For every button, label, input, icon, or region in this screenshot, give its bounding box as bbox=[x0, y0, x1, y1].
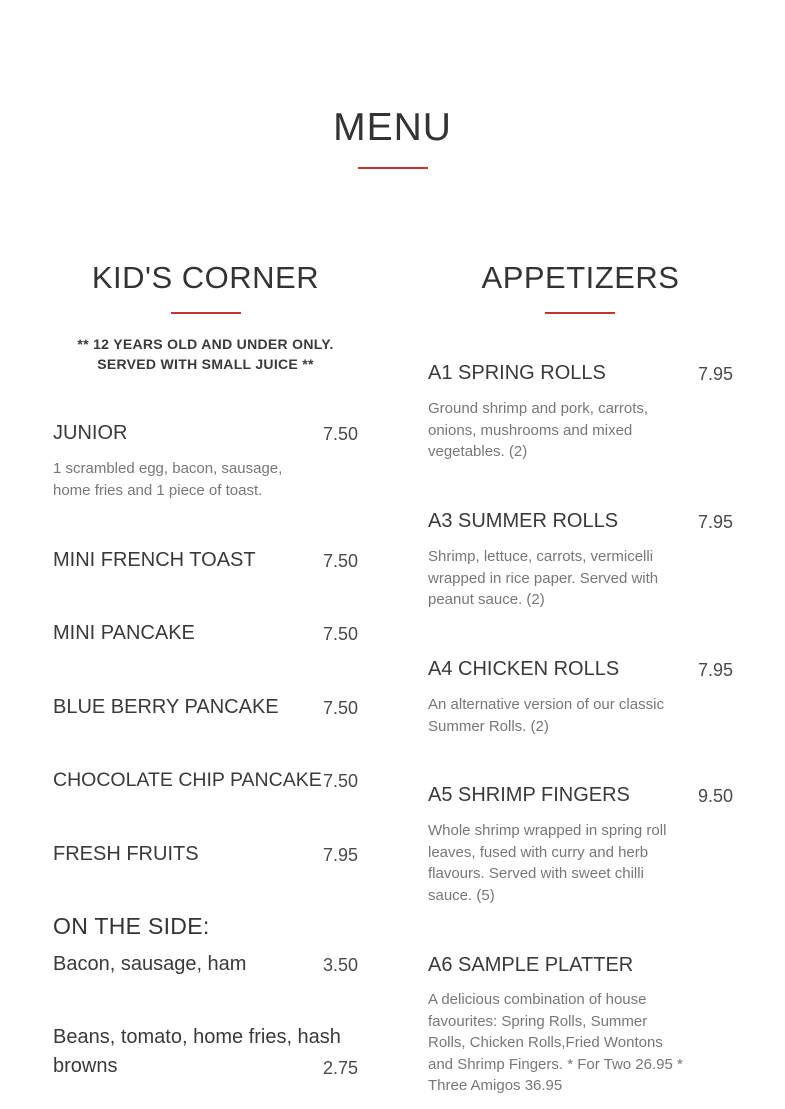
item-price: 7.50 bbox=[322, 771, 358, 791]
kids-note-line-2: SERVED WITH SMALL JUICE ** bbox=[97, 356, 314, 372]
item-name: MINI FRENCH TOAST bbox=[53, 549, 256, 571]
item-price: 7.50 bbox=[322, 624, 358, 644]
on-the-side-heading: ON THE SIDE: bbox=[53, 913, 210, 939]
side-item-price: 2.75 bbox=[322, 1058, 358, 1078]
side-item-name-line-1: Beans, tomato, home fries, hash bbox=[53, 1026, 341, 1048]
side-item-price: 3.50 bbox=[322, 955, 358, 975]
item-name: A5 SHRIMP FINGERS bbox=[428, 784, 630, 806]
appetizers-section-title: APPETIZERS bbox=[481, 260, 680, 295]
item-price: 7.95 bbox=[697, 660, 733, 680]
item-price: 7.50 bbox=[322, 698, 358, 718]
item-name: A1 SPRING ROLLS bbox=[428, 362, 606, 384]
item-name: A3 SUMMER ROLLS bbox=[428, 510, 619, 532]
side-item-name-line-2: browns bbox=[53, 1055, 118, 1077]
page-title: MENU bbox=[333, 106, 452, 149]
item-description: An alternative version of our classic Summer Rolls. (2) bbox=[428, 696, 664, 735]
item-price: 7.50 bbox=[322, 551, 358, 571]
kids-section-title: KID'S CORNER bbox=[91, 260, 320, 295]
item-name: CHOCOLATE CHIP PANCAKE bbox=[53, 769, 322, 791]
item-name: A6 SAMPLE PLATTER bbox=[428, 954, 634, 976]
item-name: FRESH FRUITS bbox=[53, 843, 199, 865]
item-price: 7.95 bbox=[322, 845, 358, 865]
kids-title-divider bbox=[171, 312, 241, 314]
kids-note-line-1: ** 12 YEARS OLD AND UNDER ONLY. bbox=[77, 336, 334, 352]
item-price: 7.50 bbox=[322, 424, 358, 444]
item-price: 7.95 bbox=[697, 512, 733, 532]
title-divider bbox=[358, 167, 428, 169]
item-name: A4 CHICKEN ROLLS bbox=[428, 658, 620, 680]
item-description: A delicious combination of house favourites: Spring Rolls, Summer Rolls, Chicken Rolls,Fried Wontons and Shrimp Fingers. * For Two 26.95 * Three Amigos 36.95 bbox=[428, 991, 683, 1094]
item-name: BLUE BERRY PANCAKE bbox=[53, 696, 279, 718]
item-description: Whole shrimp wrapped in spring roll leaves, fused with curry and herb flavours. Served with sweet chilli sauce. (5) bbox=[428, 822, 667, 904]
item-description: Ground shrimp and pork, carrots, onions, mushrooms and mixed vegetables. (2) bbox=[428, 400, 649, 460]
kids-age-note bbox=[53, 334, 358, 374]
side-item-name bbox=[53, 1023, 353, 1081]
item-price: 9.50 bbox=[697, 786, 733, 806]
item-description: Shrimp, lettuce, carrots, vermicelli wrapped in rice paper. Served with peanut sauce. (2) bbox=[428, 548, 659, 608]
item-name: MINI PANCAKE bbox=[53, 622, 195, 644]
appetizers-title-divider bbox=[545, 312, 615, 314]
item-description: 1 scrambled egg, bacon, sausage, home fries and 1 piece of toast. bbox=[53, 460, 283, 499]
item-name: JUNIOR bbox=[53, 422, 128, 444]
side-item-name: Bacon, sausage, ham bbox=[53, 953, 247, 975]
item-price: 7.95 bbox=[697, 364, 733, 384]
